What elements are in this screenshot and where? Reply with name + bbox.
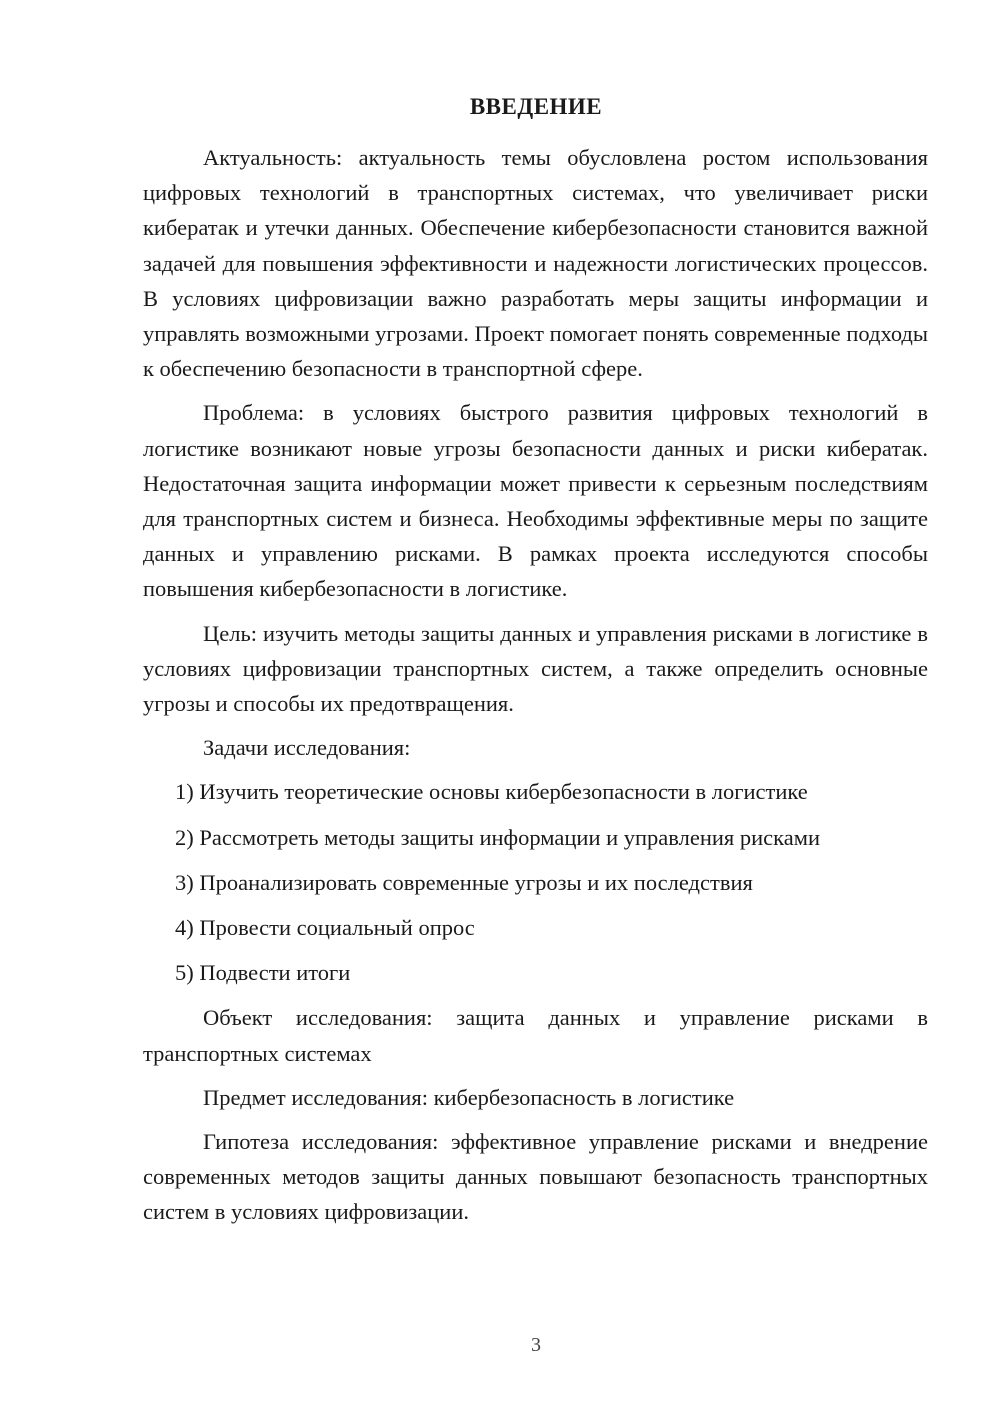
- list-item: 1) Изучить теоретические основы кибербезопасности в логистике: [175, 779, 808, 805]
- problem-paragraph: Проблема: в условиях быстрого развития цифровых технологий в логистике возникают новые угрозы безопасности данных и риски кибератак. Недостаточная защита информации может привести к серьезным последствиям для транспортных систем и бизнеса. Необходимы эффективные меры по защите данных и управлению рисками. В рамках проекта исследуются способы повышения кибербезопасности в логистике.: [143, 400, 928, 602]
- tasks-heading: Задачи исследования:: [203, 735, 411, 761]
- object-paragraph: Объект исследования: защита данных и управление рисками в транспортных системах: [143, 1005, 928, 1066]
- list-item: 5) Подвести итоги: [175, 960, 351, 986]
- list-item: 4) Провести социальный опрос: [175, 915, 475, 941]
- section-title: ВВЕДЕНИЕ: [469, 94, 603, 119]
- page-number: 3: [531, 1334, 541, 1356]
- subject-paragraph: Предмет исследования: кибербезопасность в логистике: [203, 1084, 735, 1110]
- list-item: 2) Рассмотреть методы защиты информации и управления рисками: [175, 824, 821, 850]
- tasks-list: [143, 774, 928, 990]
- relevance-paragraph: Актуальность: актуальность темы обусловлена ростом использования цифровых технологий в транспортных системах, что увеличивает риски кибератак и утечки данных. Обеспечение кибербезопасности становится важной задачей для повышения эффективности и надежности логистических процессов. В условиях цифровизации важно разработать меры защиты информации и управлять возможными угрозами. Проект помогает понять современные подходы к обеспечению безопасности в транспортной сфере.: [143, 145, 928, 382]
- document-body: [143, 140, 928, 1230]
- list-item: 3) Проанализировать современные угрозы и их последствия: [175, 869, 753, 895]
- goal-paragraph: Цель: изучить методы защиты данных и управления рисками в логистике в условиях цифровизации транспортных систем, а также определить основные угрозы и способы их предотвращения.: [143, 620, 928, 717]
- hypothesis-paragraph: Гипотеза исследования: эффективное управление рисками и внедрение современных методов защиты данных повышают безопасность транспортных систем в условиях цифровизации.: [143, 1129, 928, 1225]
